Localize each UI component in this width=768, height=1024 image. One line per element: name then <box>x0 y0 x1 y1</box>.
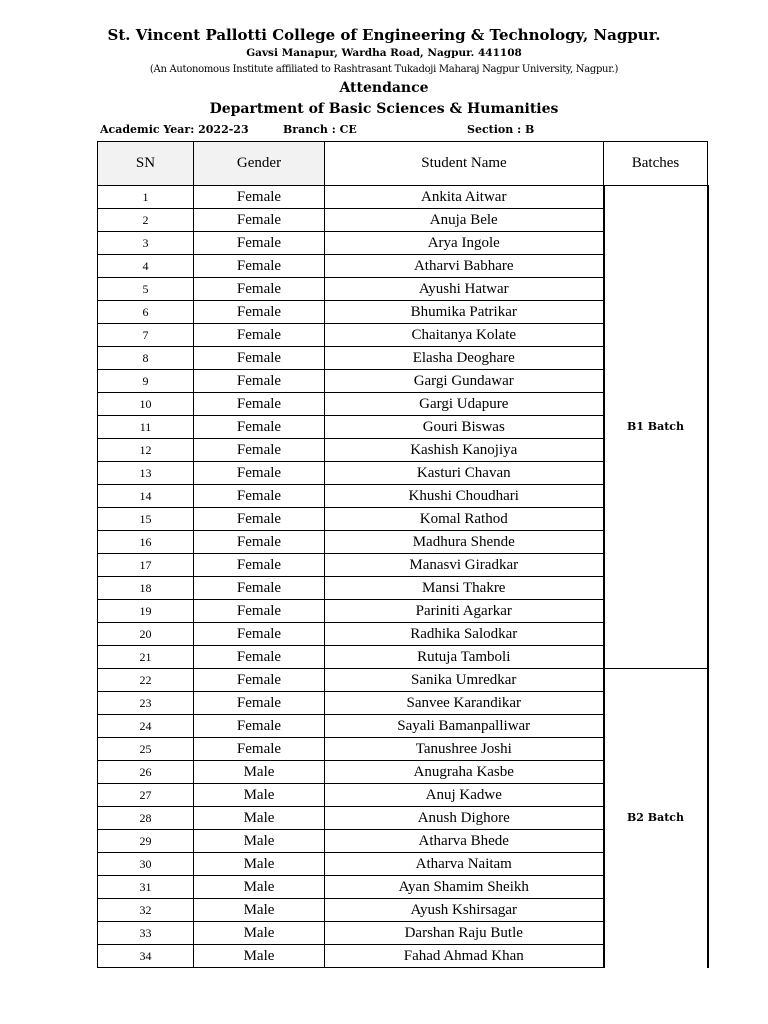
department-name: Department of Basic Sciences & Humanities <box>209 101 559 117</box>
cell-gender: Female <box>194 370 325 393</box>
cell-gender: Female <box>194 600 325 623</box>
cell-gender: Female <box>194 623 325 646</box>
cell-gender: Female <box>194 278 325 301</box>
section: Section : B <box>467 123 535 136</box>
cell-gender: Female <box>194 439 325 462</box>
batch-label: B2 Batch <box>604 669 708 968</box>
cell-student-name: Gouri Biswas <box>325 416 604 439</box>
cell-gender: Female <box>194 393 325 416</box>
cell-gender: Male <box>194 922 325 945</box>
cell-gender: Female <box>194 462 325 485</box>
cell-gender: Male <box>194 761 325 784</box>
cell-gender: Female <box>194 416 325 439</box>
cell-sn: 10 <box>98 393 194 416</box>
cell-sn: 24 <box>98 715 194 738</box>
cell-gender: Male <box>194 830 325 853</box>
cell-sn: 31 <box>98 876 194 899</box>
cell-sn: 34 <box>98 945 194 968</box>
cell-student-name: Gargi Udapure <box>325 393 604 416</box>
cell-sn: 12 <box>98 439 194 462</box>
cell-student-name: Chaitanya Kolate <box>325 324 604 347</box>
cell-gender: Male <box>194 899 325 922</box>
cell-student-name: Ayushi Hatwar <box>325 278 604 301</box>
cell-gender: Male <box>194 807 325 830</box>
cell-student-name: Anush Dighore <box>325 807 604 830</box>
cell-student-name: Atharva Bhede <box>325 830 604 853</box>
academic-year: Academic Year: 2022-23 <box>100 123 249 136</box>
cell-student-name: Anuja Bele <box>325 209 604 232</box>
cell-sn: 21 <box>98 646 194 669</box>
college-affiliation: (An Autonomous Institute affiliated to Rashtrasant Tukadoji Maharaj Nagpur University, Nagpur.) <box>149 64 619 75</box>
cell-student-name: Atharva Naitam <box>325 853 604 876</box>
cell-sn: 8 <box>98 347 194 370</box>
cell-sn: 3 <box>98 232 194 255</box>
cell-student-name: Sayali Bamanpalliwar <box>325 715 604 738</box>
column-header-gender: Gender <box>194 142 325 186</box>
cell-student-name: Kashish Kanojiya <box>325 439 604 462</box>
cell-gender: Female <box>194 209 325 232</box>
cell-gender: Female <box>194 669 325 692</box>
document-title: Attendance <box>339 80 429 96</box>
cell-student-name: Komal Rathod <box>325 508 604 531</box>
cell-student-name: Atharvi Babhare <box>325 255 604 278</box>
college-address: Gavsi Manapur, Wardha Road, Nagpur. 441108 <box>246 47 522 59</box>
cell-sn: 18 <box>98 577 194 600</box>
branch: Branch : CE <box>283 123 357 136</box>
cell-sn: 25 <box>98 738 194 761</box>
cell-student-name: Sanvee Karandikar <box>325 692 604 715</box>
cell-gender: Male <box>194 876 325 899</box>
cell-student-name: Anuj Kadwe <box>325 784 604 807</box>
cell-student-name: Ayush Kshirsagar <box>325 899 604 922</box>
cell-sn: 15 <box>98 508 194 531</box>
cell-gender: Female <box>194 508 325 531</box>
cell-sn: 7 <box>98 324 194 347</box>
cell-sn: 19 <box>98 600 194 623</box>
cell-sn: 9 <box>98 370 194 393</box>
cell-sn: 16 <box>98 531 194 554</box>
cell-student-name: Manasvi Giradkar <box>325 554 604 577</box>
cell-student-name: Tanushree Joshi <box>325 738 604 761</box>
cell-sn: 1 <box>98 186 194 209</box>
cell-student-name: Radhika Salodkar <box>325 623 604 646</box>
cell-student-name: Madhura Shende <box>325 531 604 554</box>
cell-gender: Female <box>194 324 325 347</box>
column-header-student-name: Student Name <box>325 142 604 186</box>
cell-sn: 4 <box>98 255 194 278</box>
cell-gender: Female <box>194 347 325 370</box>
cell-sn: 28 <box>98 807 194 830</box>
cell-sn: 14 <box>98 485 194 508</box>
cell-gender: Male <box>194 945 325 968</box>
cell-sn: 32 <box>98 899 194 922</box>
cell-student-name: Khushi Choudhari <box>325 485 604 508</box>
table-row <box>98 186 708 209</box>
cell-gender: Female <box>194 715 325 738</box>
college-name: St. Vincent Pallotti College of Engineering & Technology, Nagpur. <box>107 26 661 44</box>
cell-student-name: Bhumika Patrikar <box>325 301 604 324</box>
cell-gender: Female <box>194 255 325 278</box>
cell-gender: Male <box>194 784 325 807</box>
cell-gender: Male <box>194 853 325 876</box>
cell-student-name: Mansi Thakre <box>325 577 604 600</box>
cell-gender: Female <box>194 301 325 324</box>
cell-gender: Female <box>194 554 325 577</box>
cell-student-name: Gargi Gundawar <box>325 370 604 393</box>
attendance-table <box>97 141 709 968</box>
cell-gender: Female <box>194 531 325 554</box>
cell-student-name: Ankita Aitwar <box>325 186 604 209</box>
cell-sn: 13 <box>98 462 194 485</box>
cell-sn: 11 <box>98 416 194 439</box>
cell-sn: 6 <box>98 301 194 324</box>
cell-student-name: Pariniti Agarkar <box>325 600 604 623</box>
cell-sn: 5 <box>98 278 194 301</box>
table-header-row <box>98 142 708 186</box>
cell-student-name: Darshan Raju Butle <box>325 922 604 945</box>
cell-sn: 26 <box>98 761 194 784</box>
column-header-batches: Batches <box>604 142 708 186</box>
cell-sn: 23 <box>98 692 194 715</box>
cell-student-name: Rutuja Tamboli <box>325 646 604 669</box>
cell-sn: 2 <box>98 209 194 232</box>
cell-gender: Female <box>194 186 325 209</box>
cell-sn: 27 <box>98 784 194 807</box>
cell-sn: 22 <box>98 669 194 692</box>
cell-sn: 29 <box>98 830 194 853</box>
cell-gender: Female <box>194 577 325 600</box>
cell-gender: Female <box>194 692 325 715</box>
table-body <box>98 186 708 968</box>
cell-student-name: Fahad Ahmad Khan <box>325 945 604 968</box>
cell-student-name: Arya Ingole <box>325 232 604 255</box>
cell-sn: 17 <box>98 554 194 577</box>
batch-label: B1 Batch <box>604 186 708 669</box>
column-header-sn: SN <box>98 142 194 186</box>
cell-gender: Female <box>194 232 325 255</box>
table-row <box>98 669 708 692</box>
cell-gender: Female <box>194 646 325 669</box>
cell-sn: 30 <box>98 853 194 876</box>
cell-student-name: Anugraha Kasbe <box>325 761 604 784</box>
cell-student-name: Kasturi Chavan <box>325 462 604 485</box>
cell-student-name: Ayan Shamim Sheikh <box>325 876 604 899</box>
cell-gender: Female <box>194 485 325 508</box>
cell-gender: Female <box>194 738 325 761</box>
cell-student-name: Elasha Deoghare <box>325 347 604 370</box>
cell-student-name: Sanika Umredkar <box>325 669 604 692</box>
cell-sn: 20 <box>98 623 194 646</box>
cell-sn: 33 <box>98 922 194 945</box>
